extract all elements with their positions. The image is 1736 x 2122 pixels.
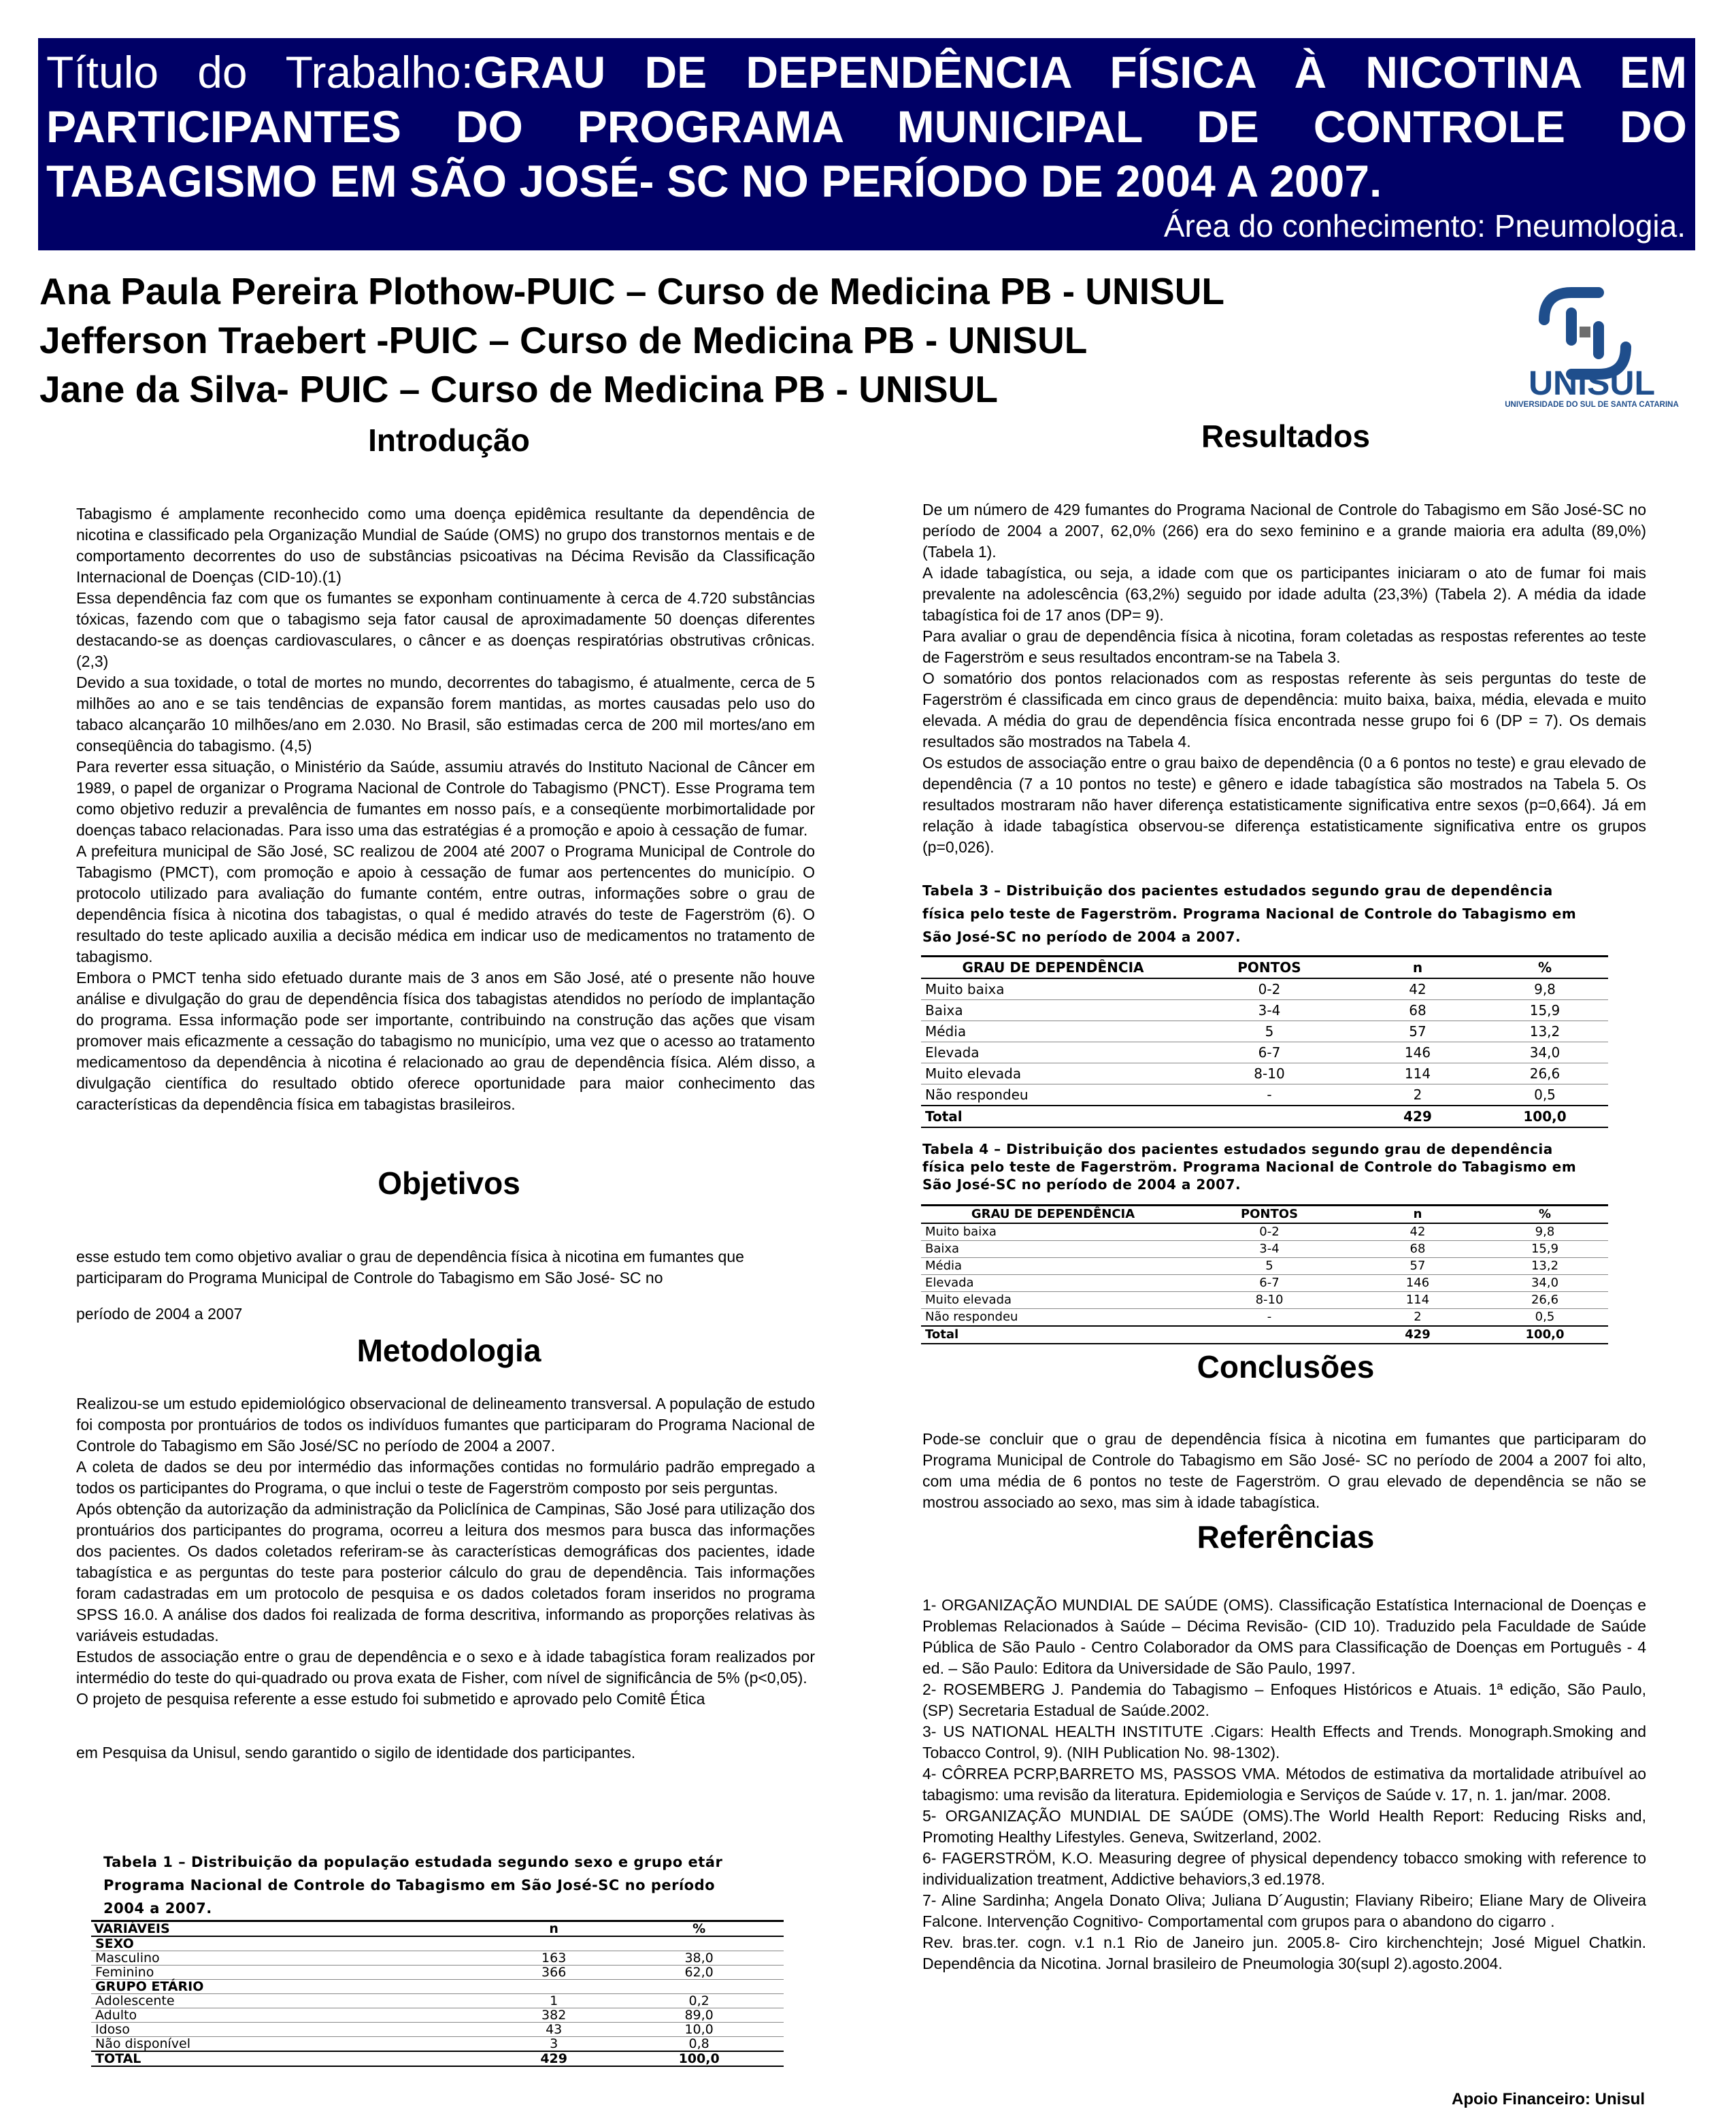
caption-line: física pelo teste de Fagerström. Programa Nacional de Controle do Tabagismo em	[922, 906, 1577, 922]
table-row: Feminino 366 62,0	[91, 1966, 784, 1980]
objetivos-line: esse estudo tem como objetivo avaliar o grau de dependência física à nicotina em fumantes que participaram do Programa Municipal de Controle do Tabagismo em São José- SC no	[76, 1248, 744, 1287]
table-row: Muito baixa 0-2 42 9,8	[921, 978, 1608, 1000]
resultados-paragraph: Os estudos de associação entre o grau baixo de dependência (0 a 6 pontos no teste) e grau elevado de dependência (7 a 10 pontos no teste) e gênero e idade tabagística são mostrados na Tabela 5. Os resultados mostraram não haver diferença estatisticamente significativa entre sexos (p=0,664). Já em relação à idade tabagística observou-se diferença estatisticamente significativa entre os grupos (p=0,026).	[922, 754, 1646, 856]
table-row: Baixa 3-4 68 15,9	[921, 1241, 1608, 1258]
reference-item: Rev. bras.ter. cogn. v.1 n.1 Rio de Janeiro jun. 2005.8- Ciro kirchenchtejn; José Miguel Chatkin. Dependência da Nicotina. Jornal brasileiro de Pneumologia 30(supl 2).agosto.2004.	[922, 1934, 1646, 1972]
conclusoes-text	[922, 1429, 1646, 1513]
table-row: Idoso 43 10,0	[91, 2023, 784, 2037]
intro-paragraph: Tabagismo é amplamente reconhecido como uma doença epidêmica resultante da dependência de nicotina e classificado pela Organização Mundial de Saúde (OMS) no grupo dos transtornos mentais e de comportamento decorrentes do uso de substâncias psicoativas na Décima Revisão da Classificação Internacional de Doenças (CID-10).(1)	[76, 505, 815, 586]
table-row: Adolescente 1 0,2	[91, 1994, 784, 2008]
author-list	[39, 267, 1224, 414]
reference-item: 7- Aline Sardinha; Angela Donato Oliva; Juliana D´Augustin; Flaviany Ribeiro; Eliane Mary de Oliveira Falcone. Intervenção Cognitivo- Comportamental com grupos para o abandono do cigarro .	[922, 1891, 1646, 1930]
table-row: GRUPO ETÁRIO	[91, 1980, 784, 1994]
metodologia-paragraph: Estudos de associação entre o grau de dependência e o sexo e à idade tabagística foram realizados por intermédio do teste do qui-quadrado ou prova exata de Fisher, com nível de significância de 5% (p<0,05).	[76, 1648, 815, 1687]
table-header: %	[614, 1921, 784, 1937]
objetivos-line: período de 2004 a 2007	[76, 1305, 243, 1323]
resultados-heading: Resultados	[1201, 418, 1370, 454]
table-row: Não respondeu - 2 0,5	[921, 1309, 1608, 1327]
resultados-paragraph: A idade tabagística, ou seja, a idade com que os participantes iniciaram o ato de fumar foi mais prevalente na adolescência (63,2%) seguido por idade adulta (23,3%) (Tabela 2). A média da idade tabagística foi de 17 anos (DP= 9).	[922, 564, 1646, 624]
table-header: %	[1482, 957, 1608, 979]
table-row: Não respondeu - 2 0,5	[921, 1084, 1608, 1106]
table-header: n	[493, 1921, 614, 1937]
reference-item: 2- ROSEMBERG J. Pandemia do Tabagismo – Enfoques Históricos e Atuais. 1ª edição, São Paulo, (SP) Secretaria Estadual de Saúde.2002.	[922, 1680, 1646, 1719]
table-row: Média 5 57 13,2	[921, 1258, 1608, 1275]
resultados-text	[922, 499, 1646, 858]
table-total-row: Total 429 100,0	[921, 1326, 1608, 1344]
conclusoes-paragraph: Pode-se concluir que o grau de dependência física à nicotina em fumantes que participaram do Programa Municipal de Controle do Tabagismo em São José- SC no período de 2004 a 2007 foi alto, com uma média de 6 pontos no teste de Fagerström. O grau elevado de dependência se não se mostrou associado ao sexo, mas sim à idade tabagística.	[922, 1430, 1646, 1511]
poster-title	[46, 45, 1687, 208]
tabela1-caption	[103, 1851, 818, 1920]
table-row: Muito elevada 8-10 114 26,6	[921, 1063, 1608, 1084]
caption-line: física pelo teste de Fagerström. Programa Nacional de Controle do Tabagismo em	[922, 1159, 1577, 1175]
funding-note: Apoio Financeiro: Unisul	[1451, 2090, 1645, 2108]
resultados-paragraph: O somatório dos pontos relacionados com as respostas referente às seis perguntas do teste de Fagerström é classificada em cinco graus de dependência: muito baixa, baixa, média, elevada e muito elevada. A média do grau de dependência física encontrada nesse grupo foi 6 (DP = 7). Os demais resultados são mostrados na Tabela 4.	[922, 669, 1646, 750]
intro-paragraph: Devido a sua toxidade, o total de mortes no mundo, decorrentes do tabagismo, é atualmente, cerca de 5 milhões ao ano e se tais tendências de expansão forem mantidas, as mortes causadas pelo uso do tabaco alcançarão 10 milhões/ano em 2.030. No Brasil, são estimadas cerca de 200 mil mortes/ano em conseqüência do tabagismo. (4,5)	[76, 674, 815, 755]
introducao-text	[76, 503, 815, 1115]
table-row: Muito baixa 0-2 42 9,8	[921, 1223, 1608, 1241]
title-lead: Título do Trabalho:	[46, 47, 473, 97]
table-row: Muito elevada 8-10 114 26,6	[921, 1292, 1608, 1309]
tabela1	[91, 1920, 784, 2067]
author-2: Jefferson Traebert -PUIC – Curso de Medicina PB - UNISUL	[39, 319, 1088, 361]
intro-paragraph: Essa dependência faz com que os fumantes se exponham continuamente à cerca de 4.720 substâncias tóxicas, fazendo com que o tabagismo seja fator causal de aproximadamente 50 doenças diferentes destacando-se as doenças cardiovasculares, o câncer e as doenças respiratórias obstrutivas crônicas.(2,3)	[76, 589, 815, 670]
logo-subtitle: UNIVERSIDADE DO SUL DE SANTA CATARINA	[1505, 401, 1679, 408]
author-1: Ana Paula Pereira Plothow-PUIC – Curso de Medicina PB - UNISUL	[39, 270, 1225, 312]
reference-item: 6- FAGERSTRÖM, K.O. Measuring degree of physical dependency tobacco smoking with reference to individualization treatment, Addictive behaviors,3 ed.1978.	[922, 1849, 1646, 1888]
caption-line: Programa Nacional de Controle do Tabagismo em São José-SC no período	[103, 1877, 716, 1893]
table-row: SEXO	[91, 1936, 784, 1951]
resultados-paragraph: Para avaliar o grau de dependência física à nicotina, foram coletadas as respostas referentes ao teste de Fagerström e seus resultados encontram-se na Tabela 3.	[922, 627, 1646, 666]
table-row: Adulto 382 89,0	[91, 2008, 784, 2023]
table-row: Elevada 6-7 146 34,0	[921, 1042, 1608, 1063]
metodologia-text	[76, 1393, 815, 1763]
caption-line: Tabela 4 – Distribuição dos pacientes estudados segundo grau de dependência	[922, 1141, 1553, 1157]
table-row: Não disponível 3 0,8	[91, 2037, 784, 2052]
caption-line: São José-SC no período de 2004 a 2007.	[922, 929, 1241, 945]
metodologia-paragraph: O projeto de pesquisa referente a esse estudo foi submetido e aprovado pelo Comitê Ética	[76, 1690, 705, 1708]
table-header: n	[1354, 1206, 1482, 1224]
table-header: PONTOS	[1185, 957, 1354, 979]
reference-item: 3- US NATIONAL HEALTH INSTITUTE .Cigars: Health Effects and Trends. Monograph.Smoking and Tobacco Control, 9). (NIH Publication No. 98-1302).	[922, 1723, 1646, 1761]
tabela3-caption	[922, 879, 1643, 948]
metodologia-paragraph: Após obtenção da autorização da administração da Policlínica de Campinas, São José para utilização dos prontuários dos participantes do programa, ocorreu a leitura dos mesmos para busca das informações dos pacientes. Os dados coletados referiram-se às características demográficas dos pacientes, idade tabagística e as perguntas do teste para posterior cálculo do grau de dependência. Tais informações foram cadastradas em um protocolo de pesquisa e os dados coletados foram inseridos no programa SPSS 16.0. A análise dos dados foi realizada de forma descritiva, informando as proporções relativas às variáveis estudadas.	[76, 1500, 815, 1644]
caption-line: Tabela 3 – Distribuição dos pacientes estudados segundo grau de dependência	[922, 882, 1553, 899]
referencias-list	[922, 1595, 1646, 1974]
table-header: VARIÁVEIS	[91, 1921, 493, 1937]
intro-paragraph: Para reverter essa situação, o Ministério da Saúde, assumiu através do Instituto Nacional de Câncer em 1989, o papel de organizar o Programa Nacional de Controle do Tabagismo (PNCT). Esse Programa tem como objetivo reduzir a prevalência de fumantes em nosso país, e a conseqüente morbimortalidade por doenças tabaco relacionadas. Para isso uma das estratégias é a promoção e apoio à cessação de fumar.	[76, 758, 815, 839]
reference-item: 5- ORGANIZAÇÃO MUNDIAL DE SAÚDE (OMS).The World Health Report: Reducing Risks and, Promoting Healthy Lifestyles. Geneva, Switzerland, 2002.	[922, 1807, 1646, 1846]
tabela4	[921, 1204, 1608, 1344]
author-3: Jane da Silva- PUIC – Curso de Medicina PB - UNISUL	[39, 368, 998, 410]
caption-line: São José-SC no período de 2004 a 2007.	[922, 1176, 1241, 1193]
table-total-row: Total 429 100,0	[921, 1106, 1608, 1127]
table-header: n	[1354, 957, 1482, 979]
intro-paragraph: Embora o PMCT tenha sido efetuado durante mais de 3 anos em São José, até o presente não houve análise e divulgação do grau de dependência física dos tabagistas atendidos no período de implantação do programa. Essa informação pode ser importante, contribuindo na construção das ações que visam promover mais eficazmente a cessação do tabagismo no município, uma vez que o acesso ao tratamento medicamentoso da dependência à nicotina é relacionado ao grau de dependência física. Além disso, a divulgação científica do resultado obtido oferece oportunidade para maior conhecimento das características da dependência física em tabagistas brasileiros.	[76, 969, 815, 1113]
table-header: GRAU DE DEPENDÊNCIA	[921, 1206, 1185, 1224]
caption-line: Tabela 1 – Distribuição da população estudada segundo sexo e grupo etár	[103, 1854, 723, 1870]
resultados-paragraph: De um número de 429 fumantes do Programa Nacional de Controle do Tabagismo em São José-SC no período de 2004 a 2007, 62,0% (266) era do sexo feminino e a grande maioria era adulta (89,0%) (Tabela 1).	[922, 501, 1646, 561]
title-main: GRAU DE DEPENDÊNCIA FÍSICA À NICOTINA EM PARTICIPANTES DO PROGRAMA MUNICIPAL DE CONTROLE DO TABAGISMO EM SÃO JOSÉ- SC NO PERÍODO DE 2004 A 2007.	[46, 47, 1687, 206]
reference-item: 1- ORGANIZAÇÃO MUNDIAL DE SAÚDE (OMS). Classificação Estatística Internacional de Doenças e Problemas Relacionados à Saúde – Décima Revisão- (CID 10). Traduzido pela Faculdade de Saúde Pública de São Paulo - Centro Colaborador da OMS para Classificação de Doenças em Português - 4 ed. – São Paulo: Editora da Universidade de São Paulo, 1997.	[922, 1596, 1646, 1677]
metodologia-tail: em Pesquisa da Unisul, sendo garantido o sigilo de identidade dos participantes.	[76, 1744, 636, 1761]
objetivos-heading: Objetivos	[378, 1165, 520, 1201]
metodologia-paragraph: Realizou-se um estudo epidemiológico observacional de delineamento transversal. A população de estudo foi composta por prontuários de todos os indivíduos fumantes que participaram do Programa Nacional de Controle do Tabagismo em São José/SC no período de 2004 a 2007.	[76, 1395, 815, 1455]
table-row: Elevada 6-7 146 34,0	[921, 1275, 1608, 1292]
tabela4-caption	[922, 1140, 1643, 1193]
conclusoes-heading: Conclusões	[1197, 1349, 1375, 1385]
metodologia-paragraph: A coleta de dados se deu por intermédio das informações contidas no formulário padrão empregado a todos os participantes do Programa, o que inclui o teste de Fagerström composto por seis perguntas.	[76, 1458, 815, 1497]
caption-line: 2004 a 2007.	[103, 1900, 212, 1917]
title-banner	[38, 38, 1695, 250]
tabela3	[921, 955, 1608, 1128]
objetivos-text	[76, 1246, 815, 1325]
table-header: GRAU DE DEPENDÊNCIA	[921, 957, 1185, 979]
intro-paragraph: A prefeitura municipal de São José, SC realizou de 2004 até 2007 o Programa Municipal de Controle do Tabagismo (PMCT), com promoção e apoio à cessação de fumar aos pertencentes do município. O protocolo utilizado para avaliação do fumante contém, entre outras, informações sobre o grau de dependência física à nicotina dos tabagistas, o qual é medido através do teste de Fagerström (6). O resultado do teste aplicado auxilia a decisão médica em indicar uso de medicamentos no tratamento de tabagismo.	[76, 842, 815, 965]
logo-wordmark: UNISUL	[1528, 364, 1656, 402]
unisul-emblem-icon	[1497, 272, 1687, 408]
reference-item: 4- CÔRREA PCRP,BARRETO MS, PASSOS VMA. Métodos de estimativa da mortalidade atribuível ao tabagismo: uma revisão da literatura. Epidemiologia e Serviços de Saúde v. 17, n. 1. jan/mar. 2008.	[922, 1765, 1646, 1804]
table-row: Média 5 57 13,2	[921, 1021, 1608, 1042]
table-header: PONTOS	[1185, 1206, 1354, 1224]
metodologia-heading: Metodologia	[356, 1333, 541, 1368]
introducao-heading: Introdução	[368, 422, 530, 458]
table-row: Baixa 3-4 68 15,9	[921, 1000, 1608, 1021]
table-header: %	[1482, 1206, 1608, 1224]
table-total-row: TOTAL 429 100,0	[91, 2051, 784, 2066]
table-row: Masculino 163 38,0	[91, 1951, 784, 1966]
referencias-heading: Referências	[1197, 1519, 1375, 1555]
knowledge-area: Área do conhecimento: Pneumologia.	[1163, 208, 1686, 244]
unisul-logo	[1497, 272, 1687, 408]
